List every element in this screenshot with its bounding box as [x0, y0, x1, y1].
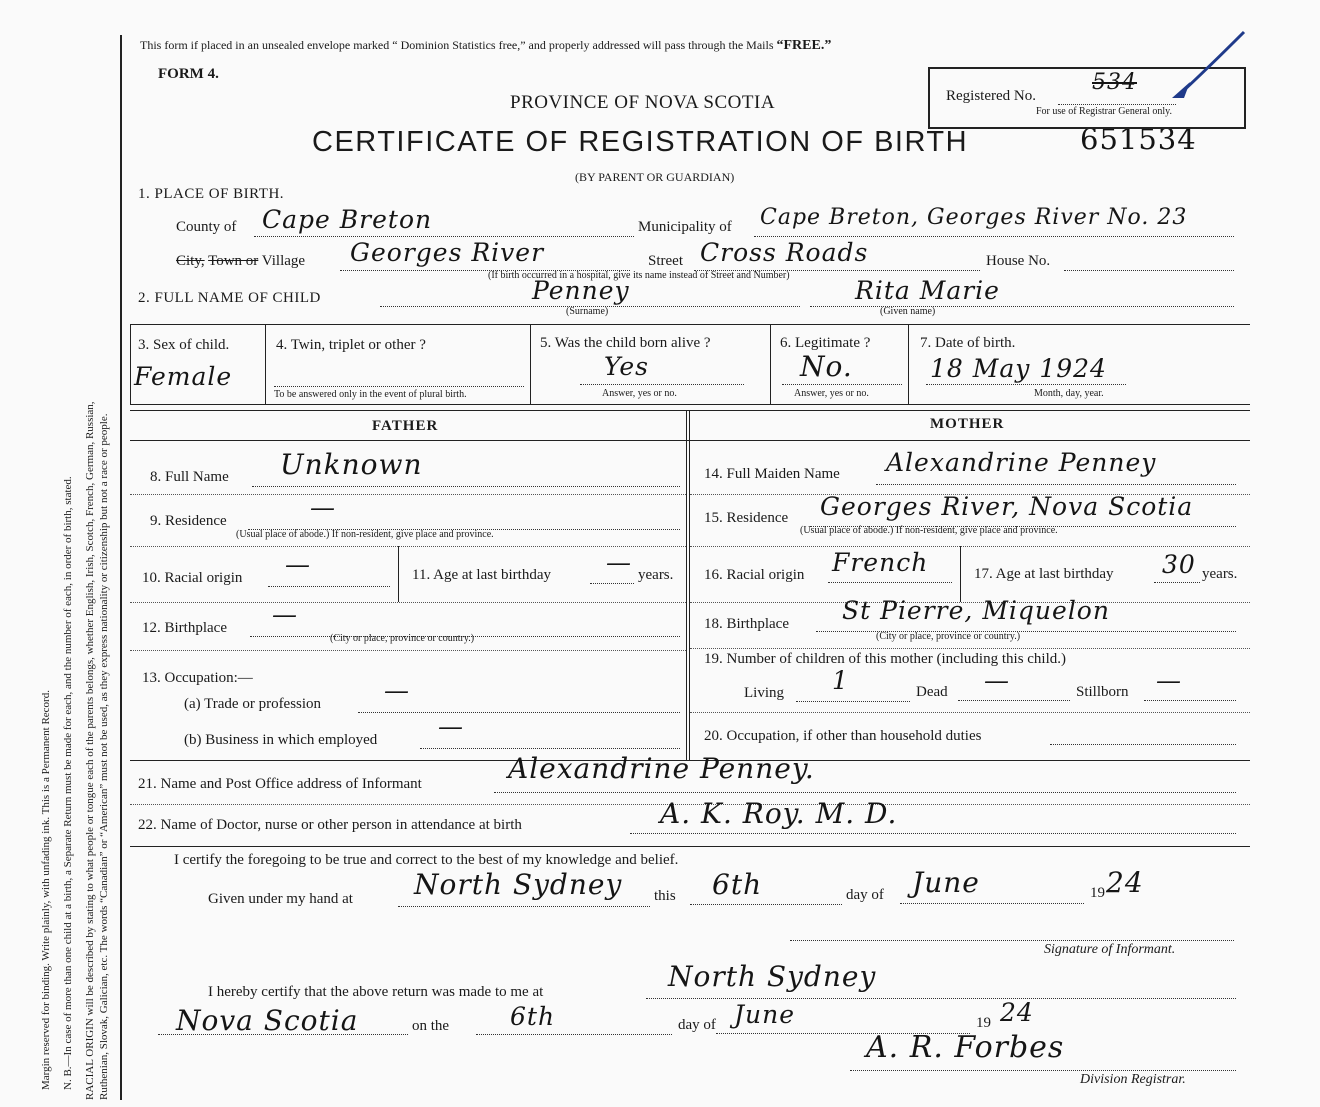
mother-living-value: 1 — [832, 666, 849, 695]
municipality-label: Municipality of — [638, 219, 732, 235]
margin-note-multiple-birth: N. B.—In case of more than one child at a birth, a Separate Return must be made for each, and the number of each, in order of birth, stated. — [62, 476, 74, 1090]
registered-no-value: 534 — [1092, 70, 1137, 95]
father-racial-label: 10. Racial origin — [142, 570, 243, 586]
father-age-years: years. — [638, 567, 674, 583]
mother-residence-note: (Usual place of abode.) If non-resident, give place and province. — [800, 525, 1058, 536]
informant-value: Alexandrine Penney. — [508, 752, 815, 785]
page-subtitle: (BY PARENT OR GUARDIAN) — [575, 170, 735, 184]
margin-note-racial-origin-2: Ruthenian, Slovak, Galician, etc. The words “Canadian” or “American” must not be used, as they express nationality or citizenship but not a race or people. — [98, 413, 110, 1100]
check-mark-icon — [1168, 28, 1248, 102]
mother-name-value: Alexandrine Penney — [886, 448, 1157, 477]
mother-age-years: years. — [1202, 566, 1238, 582]
child-surname: Penney — [532, 276, 630, 305]
father-business-value: — — [438, 712, 464, 741]
father-birthplace-label: 12. Birthplace — [142, 620, 227, 636]
father-residence-value: — — [310, 493, 336, 522]
born-alive-note: Answer, yes or no. — [602, 388, 677, 399]
father-business-label: (b) Business in which employed — [184, 732, 378, 748]
registrar-place: North Sydney — [668, 960, 877, 993]
margin-note-binding: Margin reserved for binding. Write plainly, with unfading ink. This is a Permanent Record. — [40, 690, 52, 1090]
place-section-heading: 1. PLACE OF BIRTH. — [138, 186, 285, 202]
mother-children-label: 19. Number of children of this mother (including this child.) — [704, 651, 1067, 667]
twin-note: To be answered only in the event of plural birth. — [274, 389, 467, 400]
given-year: 24 — [1106, 866, 1144, 899]
registrar-on-label: on the — [412, 1018, 450, 1034]
street-value: Cross Roads — [700, 238, 869, 267]
house-no-label: House No. — [986, 253, 1051, 269]
sex-label: 3. Sex of child. — [138, 337, 230, 353]
mother-age-label: 17. Age at last birthday — [974, 566, 1114, 582]
hospital-note: (If birth occurred in a hospital, give its name instead of Street and Number) — [488, 270, 790, 281]
father-racial-value: — — [285, 550, 311, 579]
doctor-value: A. K. Roy. M. D. — [660, 797, 898, 830]
handwritten-registration-number: 651534 — [1080, 122, 1197, 156]
father-occupation-label: 13. Occupation:— — [142, 670, 253, 686]
given-name-note: (Given name) — [880, 306, 936, 317]
county-value: Cape Breton — [262, 205, 433, 234]
given-month: June — [912, 866, 980, 899]
mother-occupation-label: 20. Occupation, if other than household duties — [704, 728, 982, 744]
legitimate-value: No. — [800, 350, 853, 383]
division-registrar-label: Division Registrar. — [1080, 1072, 1186, 1087]
father-residence-label: 9. Residence — [150, 513, 227, 529]
surname-note: (Surname) — [566, 306, 609, 317]
mother-dead-label: Dead — [916, 684, 948, 700]
given-year-prefix: 19 — [1090, 885, 1105, 901]
father-age-label: 11. Age at last birthday — [412, 567, 551, 583]
page-title: CERTIFICATE OF REGISTRATION OF BIRTH — [312, 126, 969, 158]
registrar-day: 6th — [510, 1002, 556, 1031]
mother-residence-value: Georges River, Nova Scotia — [820, 492, 1194, 521]
mother-age-value: 30 — [1162, 550, 1196, 579]
mail-notice: This form if placed in an unsealed envelope marked “ Dominion Statistics free,” and properly addressed will pass through the Mails “FREE.” — [140, 38, 832, 53]
twin-label: 4. Twin, triplet or other ? — [276, 337, 426, 353]
given-under-place: North Sydney — [414, 868, 623, 901]
date-of-birth-value: 18 May 1924 — [930, 354, 1107, 383]
given-under-label: Given under my hand at — [208, 891, 353, 907]
date-of-birth-note: Month, day, year. — [1034, 388, 1104, 399]
father-name-value: Unknown — [280, 448, 423, 481]
father-residence-note: (Usual place of abode.) If non-resident, give place and province. — [236, 529, 494, 540]
registrar-day-of-label: day of — [678, 1017, 716, 1033]
signature-of-informant-label: Signature of Informant. — [1044, 942, 1176, 957]
doctor-label: 22. Name of Doctor, nurse or other person in attendance at birth — [138, 817, 522, 833]
registrar-note: For use of Registrar General only. — [1036, 106, 1172, 117]
sex-value: Female — [134, 362, 233, 391]
registered-no-label: Registered No. — [946, 88, 1036, 104]
given-this-label: this — [654, 888, 676, 904]
binding-margin-rule — [120, 35, 122, 1100]
margin-notes — [0, 0, 112, 1107]
registrar-province: Nova Scotia — [176, 1004, 359, 1037]
mother-stillborn-value: — — [1156, 666, 1182, 695]
registrar-signature: A. R. Forbes — [866, 1030, 1065, 1065]
street-label: Street — [648, 253, 683, 269]
mother-birthplace-label: 18. Birthplace — [704, 616, 789, 632]
registrar-certify-text: I hereby certify that the above return was made to me at — [208, 984, 544, 1000]
father-birthplace-value: — — [272, 600, 298, 629]
child-name-label: 2. FULL NAME OF CHILD — [138, 290, 321, 306]
informant-certify-text: I certify the foregoing to be true and correct to the best of my knowledge and belief. — [174, 852, 679, 868]
mother-living-label: Living — [744, 685, 784, 701]
given-day-of-label: day of — [846, 887, 884, 903]
form-number: FORM 4. — [158, 66, 219, 82]
mother-racial-label: 16. Racial origin — [704, 567, 805, 583]
margin-note-racial-origin: RACIAL ORIGIN will be described by stating to what people or tongue each of the parents belongs, whether English, Irish, Scotch, French, German, Russian, — [84, 401, 96, 1100]
province-heading: PROVINCE OF NOVA SCOTIA — [510, 92, 776, 113]
born-alive-value: Yes — [604, 352, 649, 381]
born-alive-label: 5. Was the child born alive ? — [540, 335, 711, 351]
city-town-village-label: City, Town or Village — [176, 253, 306, 269]
registrar-year: 24 — [1000, 998, 1034, 1027]
municipality-value: Cape Breton, Georges River No. 23 — [760, 205, 1188, 230]
father-trade-value: — — [384, 676, 410, 705]
father-heading: FATHER — [372, 418, 439, 434]
mother-birthplace-note: (City or place, province or country.) — [876, 631, 1021, 642]
informant-label: 21. Name and Post Office address of Informant — [138, 776, 422, 792]
village-value: Georges River — [350, 238, 545, 267]
registrar-year-prefix: 19 — [976, 1015, 991, 1031]
child-given-name: Rita Marie — [855, 276, 1000, 305]
legitimate-label: 6. Legitimate ? — [780, 335, 871, 351]
mother-name-label: 14. Full Maiden Name — [704, 466, 840, 482]
mother-birthplace-value: St Pierre, Miquelon — [842, 596, 1110, 625]
father-age-value: — — [606, 548, 632, 577]
father-birthplace-note: (City or place, province or country.) — [330, 633, 475, 644]
father-name-label: 8. Full Name — [150, 469, 229, 485]
registrar-month: June — [734, 1000, 796, 1029]
county-label: County of — [176, 219, 237, 235]
mother-racial-value: French — [832, 548, 929, 577]
date-of-birth-label: 7. Date of birth. — [920, 335, 1016, 351]
mother-dead-value: — — [984, 666, 1010, 695]
mother-residence-label: 15. Residence — [704, 510, 789, 526]
legitimate-note: Answer, yes or no. — [794, 388, 869, 399]
mother-heading: MOTHER — [930, 416, 1005, 432]
father-trade-label: (a) Trade or profession — [184, 696, 322, 712]
mother-stillborn-label: Stillborn — [1076, 684, 1129, 700]
given-day: 6th — [712, 868, 763, 901]
